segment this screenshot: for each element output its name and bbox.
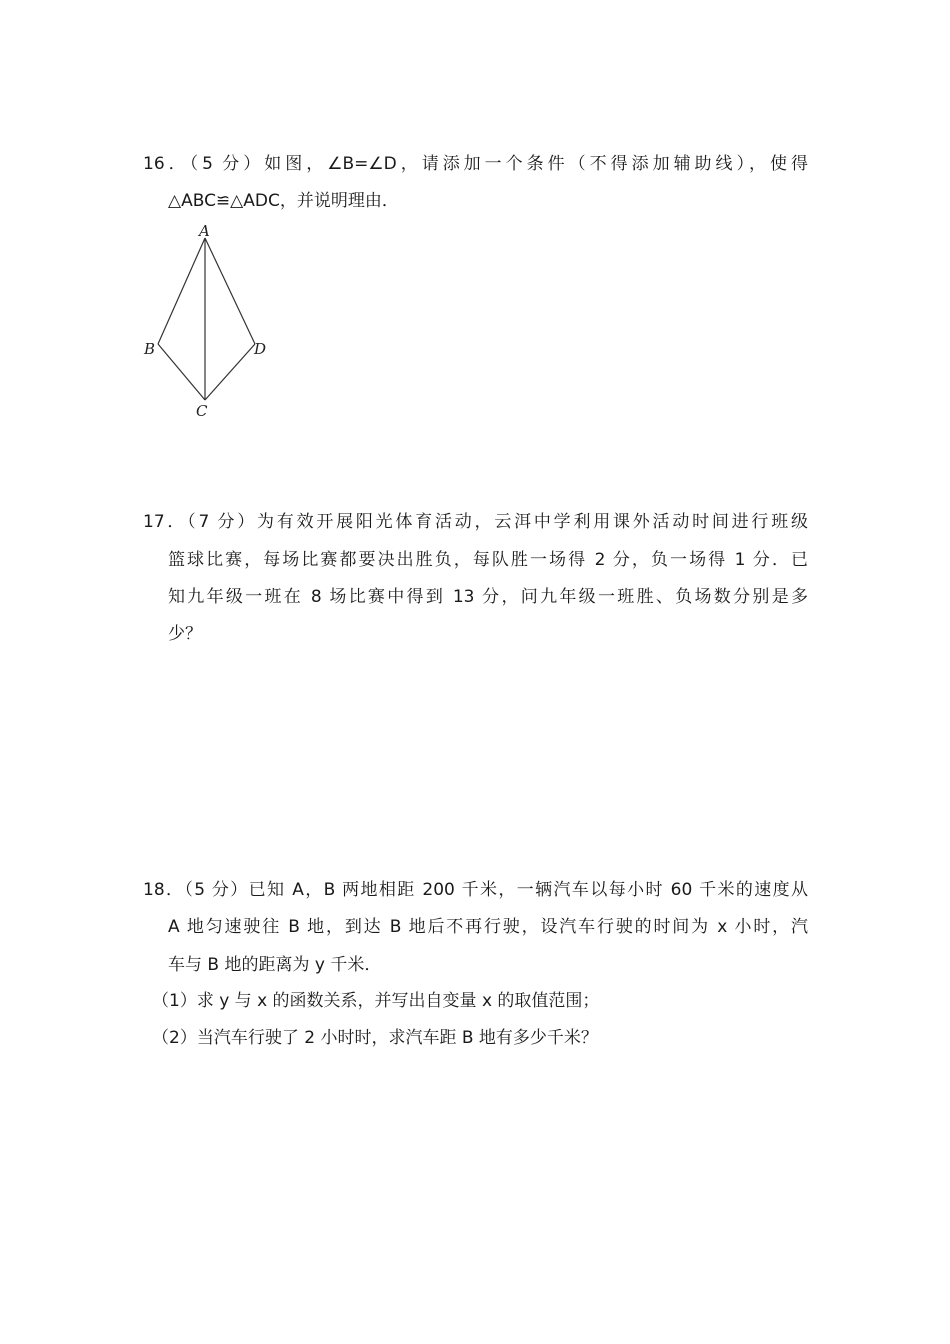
q16-line-1: 16．（5 分）如图，∠B=∠D，请添加一个条件（不得添加辅助线），使得 bbox=[143, 154, 808, 174]
q18-line-2: A 地匀速驶往 B 地，到达 B 地后不再行驶，设汽车行驶的时间为 x 小时，汽 bbox=[168, 917, 808, 937]
q17-line-4: 少？ bbox=[168, 624, 202, 644]
vertex-label-a: A bbox=[199, 222, 210, 240]
q18-line-1: 18．（5 分）已知 A，B 两地相距 200 千米，一辆汽车以每小时 60 千米的速度从 bbox=[143, 880, 808, 900]
vertex-label-b: B bbox=[144, 340, 156, 358]
q17-line-1: 17．（7 分）为有效开展阳光体育活动，云洱中学利用课外活动时间进行班级 bbox=[143, 512, 808, 532]
segment-BC bbox=[158, 344, 205, 400]
segment-DC bbox=[205, 344, 255, 400]
q18-line-3: 车与 B 地的距离为 y 千米． bbox=[168, 955, 382, 975]
q18-part-2: （2）当汽车行驶了 2 小时时，求汽车距 B 地有多少千米？ bbox=[152, 1028, 598, 1048]
q16-kite-figure bbox=[138, 222, 278, 422]
vertex-label-c: C bbox=[196, 402, 208, 420]
segment-AB bbox=[158, 238, 205, 344]
vertex-label-d: D bbox=[254, 340, 267, 358]
q17-line-2: 篮球比赛，每场比赛都要决出胜负，每队胜一场得 2 分，负一场得 1 分．已 bbox=[168, 550, 808, 570]
q18-part-1: （1）求 y 与 x 的函数关系，并写出自变量 x 的取值范围； bbox=[152, 991, 600, 1011]
q16-line-2: △ABC≌△ADC，并说明理由． bbox=[168, 191, 399, 211]
segment-AD bbox=[205, 238, 255, 344]
q17-line-3: 知九年级一班在 8 场比赛中得到 13 分，问九年级一班胜、负场数分别是多 bbox=[168, 587, 808, 607]
